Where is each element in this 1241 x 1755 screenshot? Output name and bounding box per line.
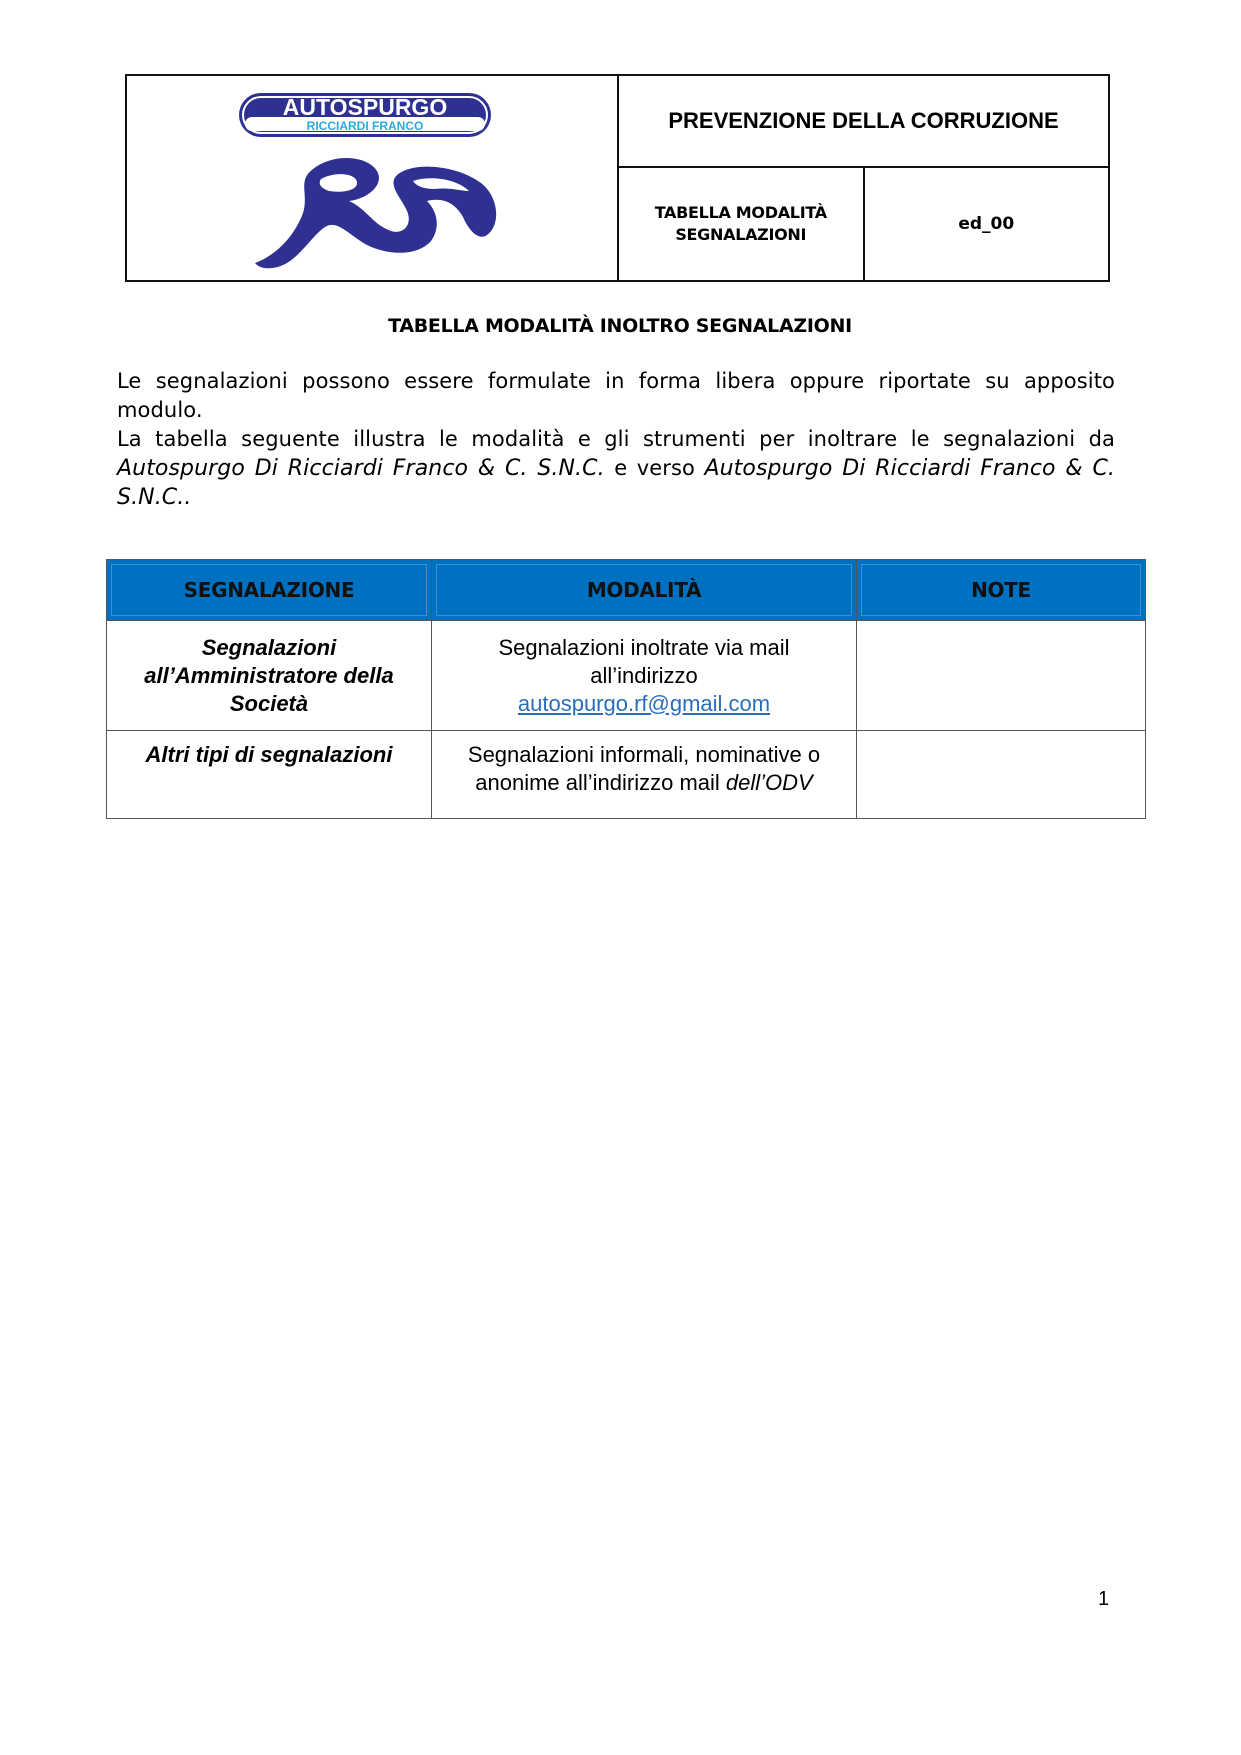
column-header-modalita: MODALITÀ xyxy=(432,560,857,621)
cell-segnalazione: Altri tipi di segnalazioni xyxy=(107,731,432,819)
cell-modalita: Segnalazioni inoltrate via mail all’indirizzo autospurgo.rf@gmail.com xyxy=(432,621,857,731)
column-header-segnalazione: SEGNALAZIONE xyxy=(107,560,432,621)
intro-text-segment: La tabella seguente illustra le modalità e gli strumenti per inoltrare le segnalazioni da xyxy=(117,427,1115,451)
subtitle-line: SEGNALAZIONI xyxy=(675,225,807,244)
cell-note xyxy=(857,621,1146,731)
logo-graphic xyxy=(217,85,527,271)
reporting-methods-table xyxy=(106,559,1146,819)
company-name-text: Autospurgo Di Ricciardi Franco & C. S.N.C. xyxy=(117,456,1115,510)
intro-paragraph: Le segnalazioni possono essere formulate in forma libera oppure riportate su apposito modulo. xyxy=(117,369,1115,422)
intro-text xyxy=(117,367,1115,512)
cell-note xyxy=(857,731,1146,819)
column-header-note: NOTE xyxy=(857,560,1146,621)
intro-paragraph xyxy=(117,425,1115,512)
logo-cell xyxy=(126,75,618,281)
intro-text-segment: e verso xyxy=(614,456,695,480)
document-category: PREVENZIONE DELLA CORRUZIONE xyxy=(618,75,1109,167)
company-name: Autospurgo Di Ricciardi Franco & C. S.N.C.. xyxy=(117,456,1115,510)
company-name: Autospurgo Di Ricciardi Franco & C. S.N.C. xyxy=(117,456,605,481)
edition-code: ed_00 xyxy=(864,167,1110,281)
logo-brand-text: AUTOSPURGO xyxy=(282,94,448,120)
document-subtitle xyxy=(618,167,864,281)
logo-owner-text: RICCIARDI FRANCO xyxy=(306,119,424,133)
header-table xyxy=(125,74,1110,282)
table-row xyxy=(107,621,1146,731)
cell-modalita: Segnalazioni informali, nominative o anonime all’indirizzo mail dell’ODV xyxy=(432,731,857,819)
table-row xyxy=(107,731,1146,819)
subtitle-line: TABELLA MODALITÀ xyxy=(654,203,827,222)
page-title: TABELLA MODALITÀ INOLTRO SEGNALAZIONI xyxy=(388,315,852,337)
page-number: 1 xyxy=(1098,1588,1110,1610)
table-header-row xyxy=(107,560,1146,621)
company-logo xyxy=(217,85,527,271)
email-link[interactable]: autospurgo.rf@gmail.com xyxy=(517,690,771,716)
cell-segnalazione: Segnalazioni all’Amministratore della Società xyxy=(107,621,432,731)
